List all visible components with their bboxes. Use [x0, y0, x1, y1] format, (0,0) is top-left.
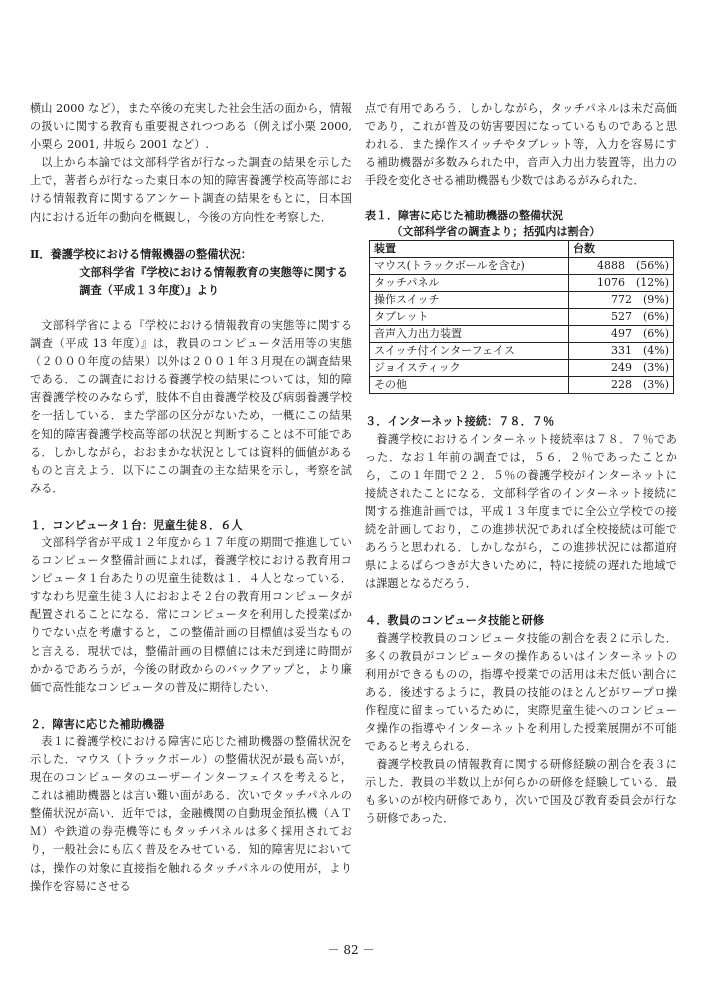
page-number: － 82 －: [327, 943, 375, 957]
paragraph-internet: 養護学校におけるインターネット接続率は７８．７％であった．なお１年前の調査では，５６．２％であったことから，この１年間で２２．５％の養護学校がインターネットに接続されたことになる．文部科学省のインターネット接続に関する推進計画では，平成１３年度までに全公立学校での接続を計画しており，この進捗状況であれば全校接続は可能であろうと思われる．しかしながら，この進捗状況には都道府県によるばらつきが大きいために，特に接続の遅れた地域では課題となるだろう．: [365, 432, 677, 591]
table-1-subtitle: （文部科学省の調査より；括弧内は割合）: [391, 225, 601, 239]
table-cell-count: 772 (9%): [569, 292, 674, 309]
table-cell-device: マウス(トラックボールを含む): [370, 258, 569, 275]
paragraph-survey-intro: 文部科学省による『学校における情報教育の実態等に関する調査（平成 13 年度）』は，教員のコンピュータ活用等の実態（２０００年度の結果）以外は２００１年３月現在の調査結果である．この調査における養護学校の結果については，知的障害養護学校のみならず，肢体不自由養護学校及び病弱養護学校を一括している．また学部の区分がないため，一概にこの結果を知的障害養護学校高等部の状況と判断することは不可能である．しかしながら，おおまかな状況としては資料的価値があるものと言えよう．以下にこの調査の主な結果を示し，考察を試みる．: [30, 318, 352, 495]
paragraph-touch-panel: 点で有用であろう．しかしながら，タッチパネルは未だ高価であり，これが普及の妨害要因になっているものであると思われる．また操作スイッチやタブレット等，入力を容易にする補助機器が多数みられた中，音声入力出力装置等，出力の手段を変化させる補助機器も少数ではあるがみられた．: [365, 102, 677, 188]
table-cell-device: 操作スイッチ: [370, 292, 569, 309]
paragraph-training: 養護学校教員の情報教育に関する研修経験の割合を表３に示した．教員の半数以上が何らかの研修を経験している．最も多いのが校内研修であり，次いで国及び教育委員会が行なう研修であった．: [365, 758, 677, 826]
paragraph-teacher-skills: 養護学校教員のコンピュータ技能の割合を表２に示した．多くの教員がコンピュータの操作あるいはインターネットの利用ができるものの，指導や授業での活用は未だ低い割合にある．後述するように，教員の技能のほとんどがワープロ操作程度に留まっているために，実際児童生徒へのコンピュータ操作の指導やインターネットを利用した授業展開が不可能であると考えられる．: [365, 631, 677, 754]
table-row: [370, 258, 674, 275]
table-row: [370, 343, 674, 360]
table-header-device: 装置: [370, 241, 569, 258]
section-2-heading-line2: 文部科学省『学校における情報教育の実態等に関する調査（平成１３年度）』より: [79, 264, 348, 297]
table-cell-count: 228 (3%): [569, 377, 674, 394]
subsection-1-heading: １．コンピュータ１台：児童生徒８．６人: [30, 517, 243, 532]
assistive-device-table: [369, 240, 674, 394]
table-1-title: 表１．障害に応じた補助機器の整備状況: [365, 209, 563, 223]
table-row: [370, 326, 674, 343]
table-row: [370, 309, 674, 326]
left-column: [30, 100, 352, 896]
table-cell-count: 4888 (56%): [569, 258, 674, 275]
section-2-heading-line1: Ⅱ．養護学校における情報機器の整備状況：: [30, 246, 252, 261]
table-cell-count: 1076 (12%): [569, 275, 674, 292]
table-1-caption: [365, 208, 677, 240]
subsection-2-heading: ２．障害に応じた補助機器: [30, 716, 165, 731]
right-column: [365, 100, 677, 829]
section-2-heading: [30, 245, 352, 299]
paragraph-continuation: 横山 2000 など），また卒後の充実した社会生活の面から，情報の扱いに関する教育も重要視されつつある（例えば小栗 2000, 小栗ら 2001, 井坂ら 2001 など）.: [30, 102, 352, 152]
table-cell-device: タッチパネル: [370, 275, 569, 292]
table-header-count: 台数: [569, 241, 674, 258]
table-cell-device: スイッチ付インターフェイス: [370, 343, 569, 360]
table-cell-device: その他: [370, 377, 569, 394]
table-header-row: [370, 241, 674, 258]
table-cell-count: 527 (6%): [569, 309, 674, 326]
subsection-3-heading: ３．インターネット接続：７８．７％: [365, 414, 555, 429]
paragraph-assistive-devices: 表１に養護学校における障害に応じた補助機器の整備状況を示した．マウス（トラックボール）の整備状況が最も高いが，現在のコンピュータのユーザーインターフェイスを考えると，これは補助機器とは言い難い面がある．次いでタッチパネルの整備状況が高い．近年では，金融機関の自動現金預払機（ＡＴＭ）や鉄道の券売機等にもタッチパネルは多く採用されており，一般社会にも広く普及をみせている．知的障害児においては，操作の対象に直接指を触れるタッチパネルの使用が，より操作を容易にさせる: [30, 734, 352, 893]
table-cell-count: 497 (6%): [569, 326, 674, 343]
paragraph-computer-ratio: 文部科学省が平成１２年度から１７年度の期間で推進しているコンピュータ整備計画によれば，養護学校における教育用コンピュータ１台あたりの児童生徒数は１．４人となっている．すなわち児童生徒３人におおよそ２台の教育用コンピュータが配置されることになる．常にコンピュータを利用した授業ばかりでない点を考慮すると，この整備計画の目標値は妥当なものと言える．現状では，整備計画の目標値には未だ到達に時間がかかるであろうが，今後の財政からのバックアップと，より廉価で高性能なコンピュータの普及に期待したい．: [30, 535, 352, 694]
table-cell-device: タブレット: [370, 309, 569, 326]
subsection-4-heading: ４．教員のコンピュータ技能と研修: [365, 613, 545, 628]
table-cell-device: 音声入力出力装置: [370, 326, 569, 343]
table-row: [370, 360, 674, 377]
table-cell-count: 331 (4%): [569, 343, 674, 360]
table-cell-device: ジョイスティック: [370, 360, 569, 377]
table-row: [370, 292, 674, 309]
table-row: [370, 275, 674, 292]
table-cell-count: 249 (3%): [569, 360, 674, 377]
table-row: [370, 377, 674, 394]
paragraph-purpose: 以上から本論では文部科学省が行なった調査の結果を示した上で，著者らが行なった東日本の知的障害養護学校高等部における情報教育に関するアンケート調査の結果をもとに，日本国内における近年の動向を概観し，今後の方向性を考察した．: [30, 156, 352, 224]
